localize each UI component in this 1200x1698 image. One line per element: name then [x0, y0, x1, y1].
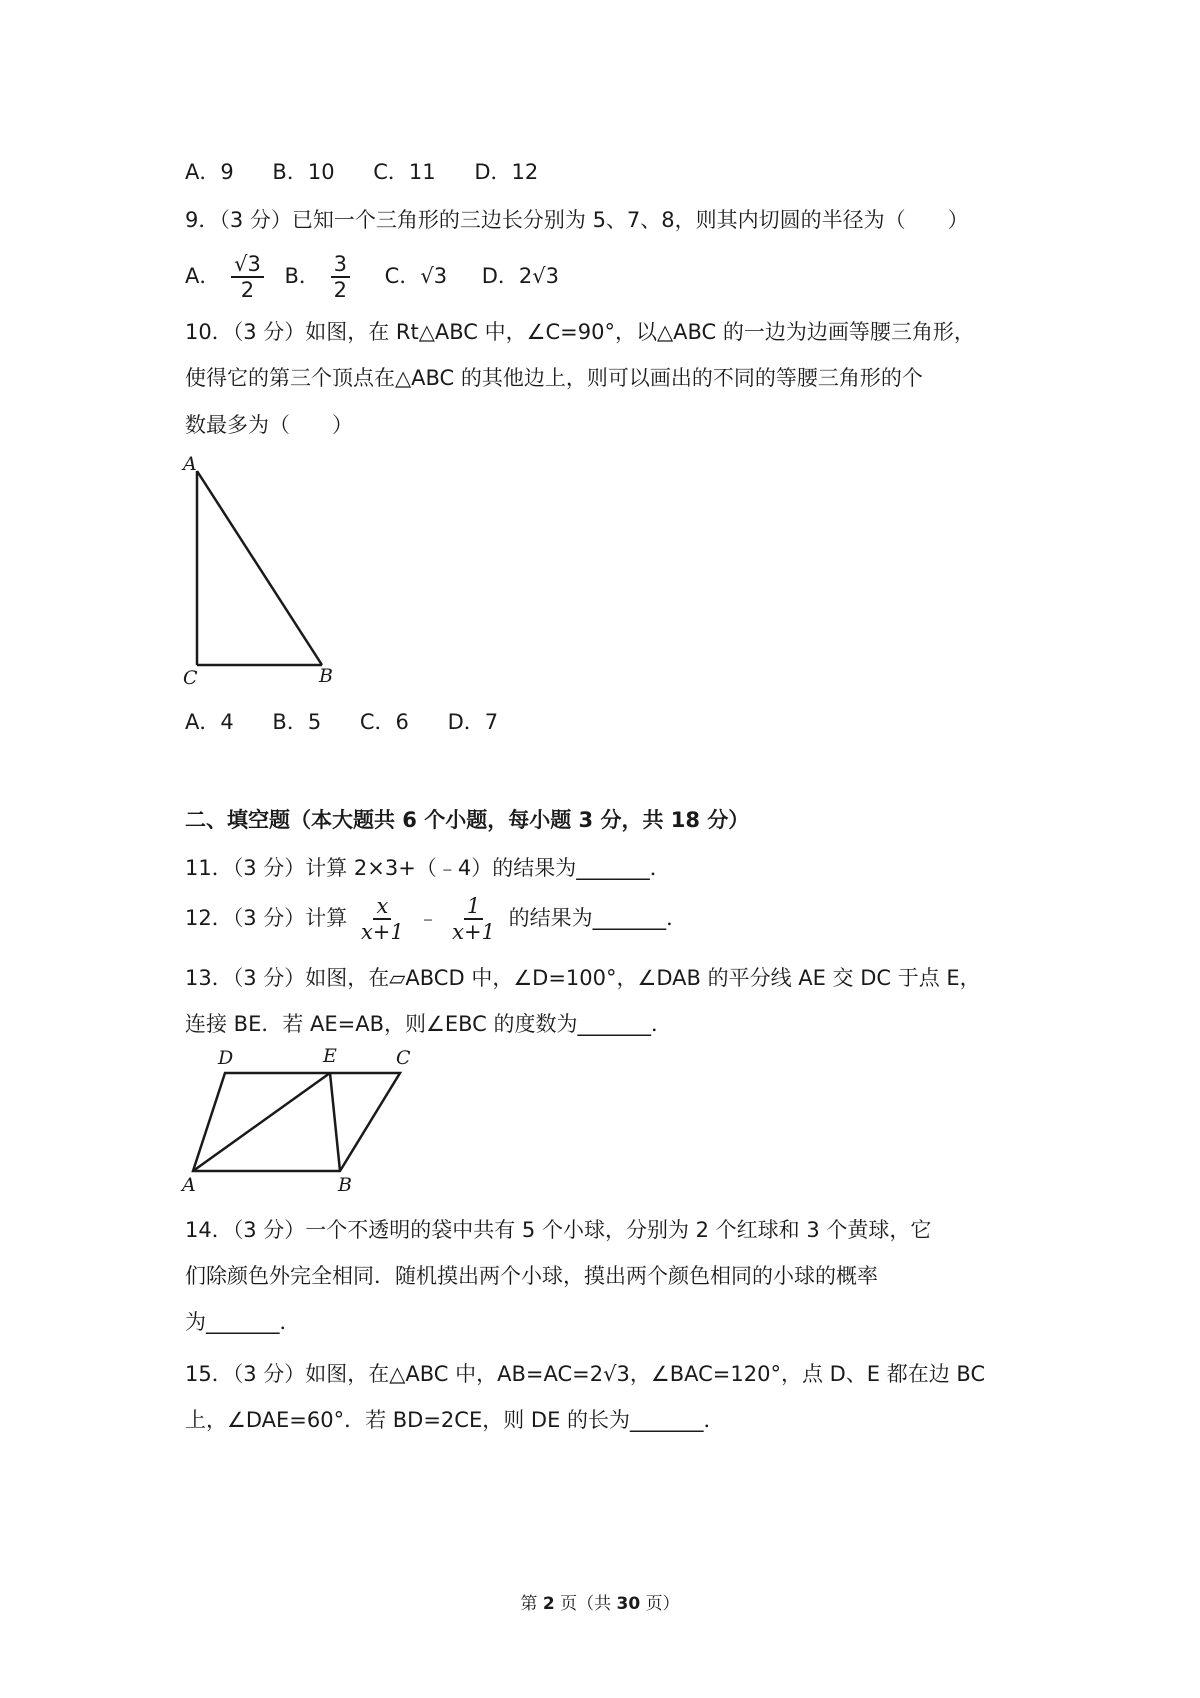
footer-middle: 页（共: [560, 1594, 612, 1614]
q12-fraction-2-numerator: 1: [464, 894, 483, 920]
q13-label-e: E: [323, 1045, 337, 1067]
q12-fraction-2: [449, 894, 498, 944]
q10-label-c: C: [183, 667, 198, 688]
q12-fraction-1-denominator: x+1: [360, 920, 404, 944]
q12-fraction-1-numerator: x: [373, 894, 391, 920]
q10-label-a: A: [183, 453, 197, 475]
q9-option-b-label: B．: [284, 264, 320, 288]
q15-line-1: 15．（3 分）如图，在△ABC 中，AB=AC=2√3，∠BAC=120°，点 D、E 都在边 BC: [185, 1362, 986, 1386]
q11: 11．（3 分）计算 2×3+（﹣4）的结果为_______．: [185, 856, 671, 880]
footer-prefix: 第: [520, 1594, 538, 1614]
q13-label-c: C: [396, 1047, 411, 1069]
q9-option-c: C．√3: [384, 264, 448, 288]
q10-options: [185, 708, 530, 736]
q14-line-1: 14．（3 分）一个不透明的袋中共有 5 个小球，分别为 2 个红球和 3 个黄球，它: [185, 1218, 932, 1242]
q8-options: [185, 158, 570, 186]
q13-parallelogram-figure: [180, 1042, 430, 1194]
q12-suffix: 的结果为_______．: [508, 906, 688, 930]
q15-line-2: 上，∠DAE=60°．若 BD=2CE，则 DE 的长为_______．: [185, 1408, 725, 1432]
q14-line-2: 们除颜色外完全相同．随机摸出两个小球，摸出两个颜色相同的小球的概率: [185, 1264, 878, 1288]
q13-line-1: 13．（3 分）如图，在▱ABCD 中，∠D=100°，∠DAB 的平分线 AE 交 DC 于点 E，: [185, 966, 981, 990]
q10-line-3: 数最多为（ ）: [185, 413, 353, 437]
q13-segment-ae: [193, 1073, 330, 1171]
q9-option-b-fraction: [331, 252, 350, 302]
q9-options: [185, 250, 559, 302]
q12-minus: ﹣: [417, 906, 439, 930]
q12-fraction-1: [358, 894, 407, 944]
q10-option-c: C．6: [359, 710, 409, 734]
q13-label-b: B: [338, 1174, 352, 1194]
footer-suffix: 页）: [645, 1594, 680, 1614]
q12-prefix: 12．（3 分）计算: [185, 906, 348, 930]
q13-parallelogram-abcd: [193, 1073, 400, 1171]
q10-line-2: 使得它的第三个顶点在△ABC 的其他边上，则可以画出的不同的等腰三角形的个: [185, 366, 923, 390]
section-2-title: 二、填空题（本大题共 6 个小题，每小题 3 分，共 18 分）: [185, 808, 750, 832]
q13-line-2: 连接 BE．若 AE=AB，则∠EBC 的度数为_______．: [185, 1012, 672, 1036]
q9-option-a-fraction: [231, 252, 264, 302]
q9-option-a-denominator: 2: [240, 278, 255, 302]
q8-option-b: B．10: [272, 160, 335, 184]
footer-total-pages: 30: [616, 1594, 641, 1614]
q8-option-c: C．11: [373, 160, 436, 184]
footer-page-number: 2: [542, 1594, 555, 1614]
q9-stem: 9．（3 分）已知一个三角形的三边长分别为 5、7、8，则其内切圆的半径为（ ）: [185, 208, 969, 232]
q10-line-1: 10．（3 分）如图，在 Rt△ABC 中，∠C=90°，以△ABC 的一边为边画等腰三角形，: [185, 320, 975, 344]
q10-side-ab: [197, 471, 322, 665]
q9-option-b-denominator: 2: [333, 278, 347, 302]
q8-option-d: D．12: [474, 160, 539, 184]
q9-option-d: D．2√3: [481, 264, 560, 288]
q9-option-b-numerator: 3: [331, 252, 350, 278]
q10-option-a: A．4: [185, 710, 234, 734]
q13-label-d: D: [218, 1047, 234, 1069]
q10-triangle-figure: [180, 448, 340, 688]
q9-option-a-label: A．: [185, 264, 221, 288]
q13-segment-be: [330, 1073, 340, 1171]
q9-option-a-numerator: √3: [231, 252, 264, 278]
page-footer: [0, 1592, 1200, 1616]
q12-fraction-2-denominator: x+1: [452, 920, 495, 944]
q13-label-a: A: [182, 1174, 196, 1194]
q10-option-b: B．5: [272, 710, 322, 734]
q10-label-b: B: [319, 665, 333, 687]
q8-option-a: A．9: [185, 160, 234, 184]
q12: [185, 890, 687, 946]
q14-line-3: 为_______．: [185, 1310, 301, 1334]
q10-option-d: D．7: [447, 710, 499, 734]
